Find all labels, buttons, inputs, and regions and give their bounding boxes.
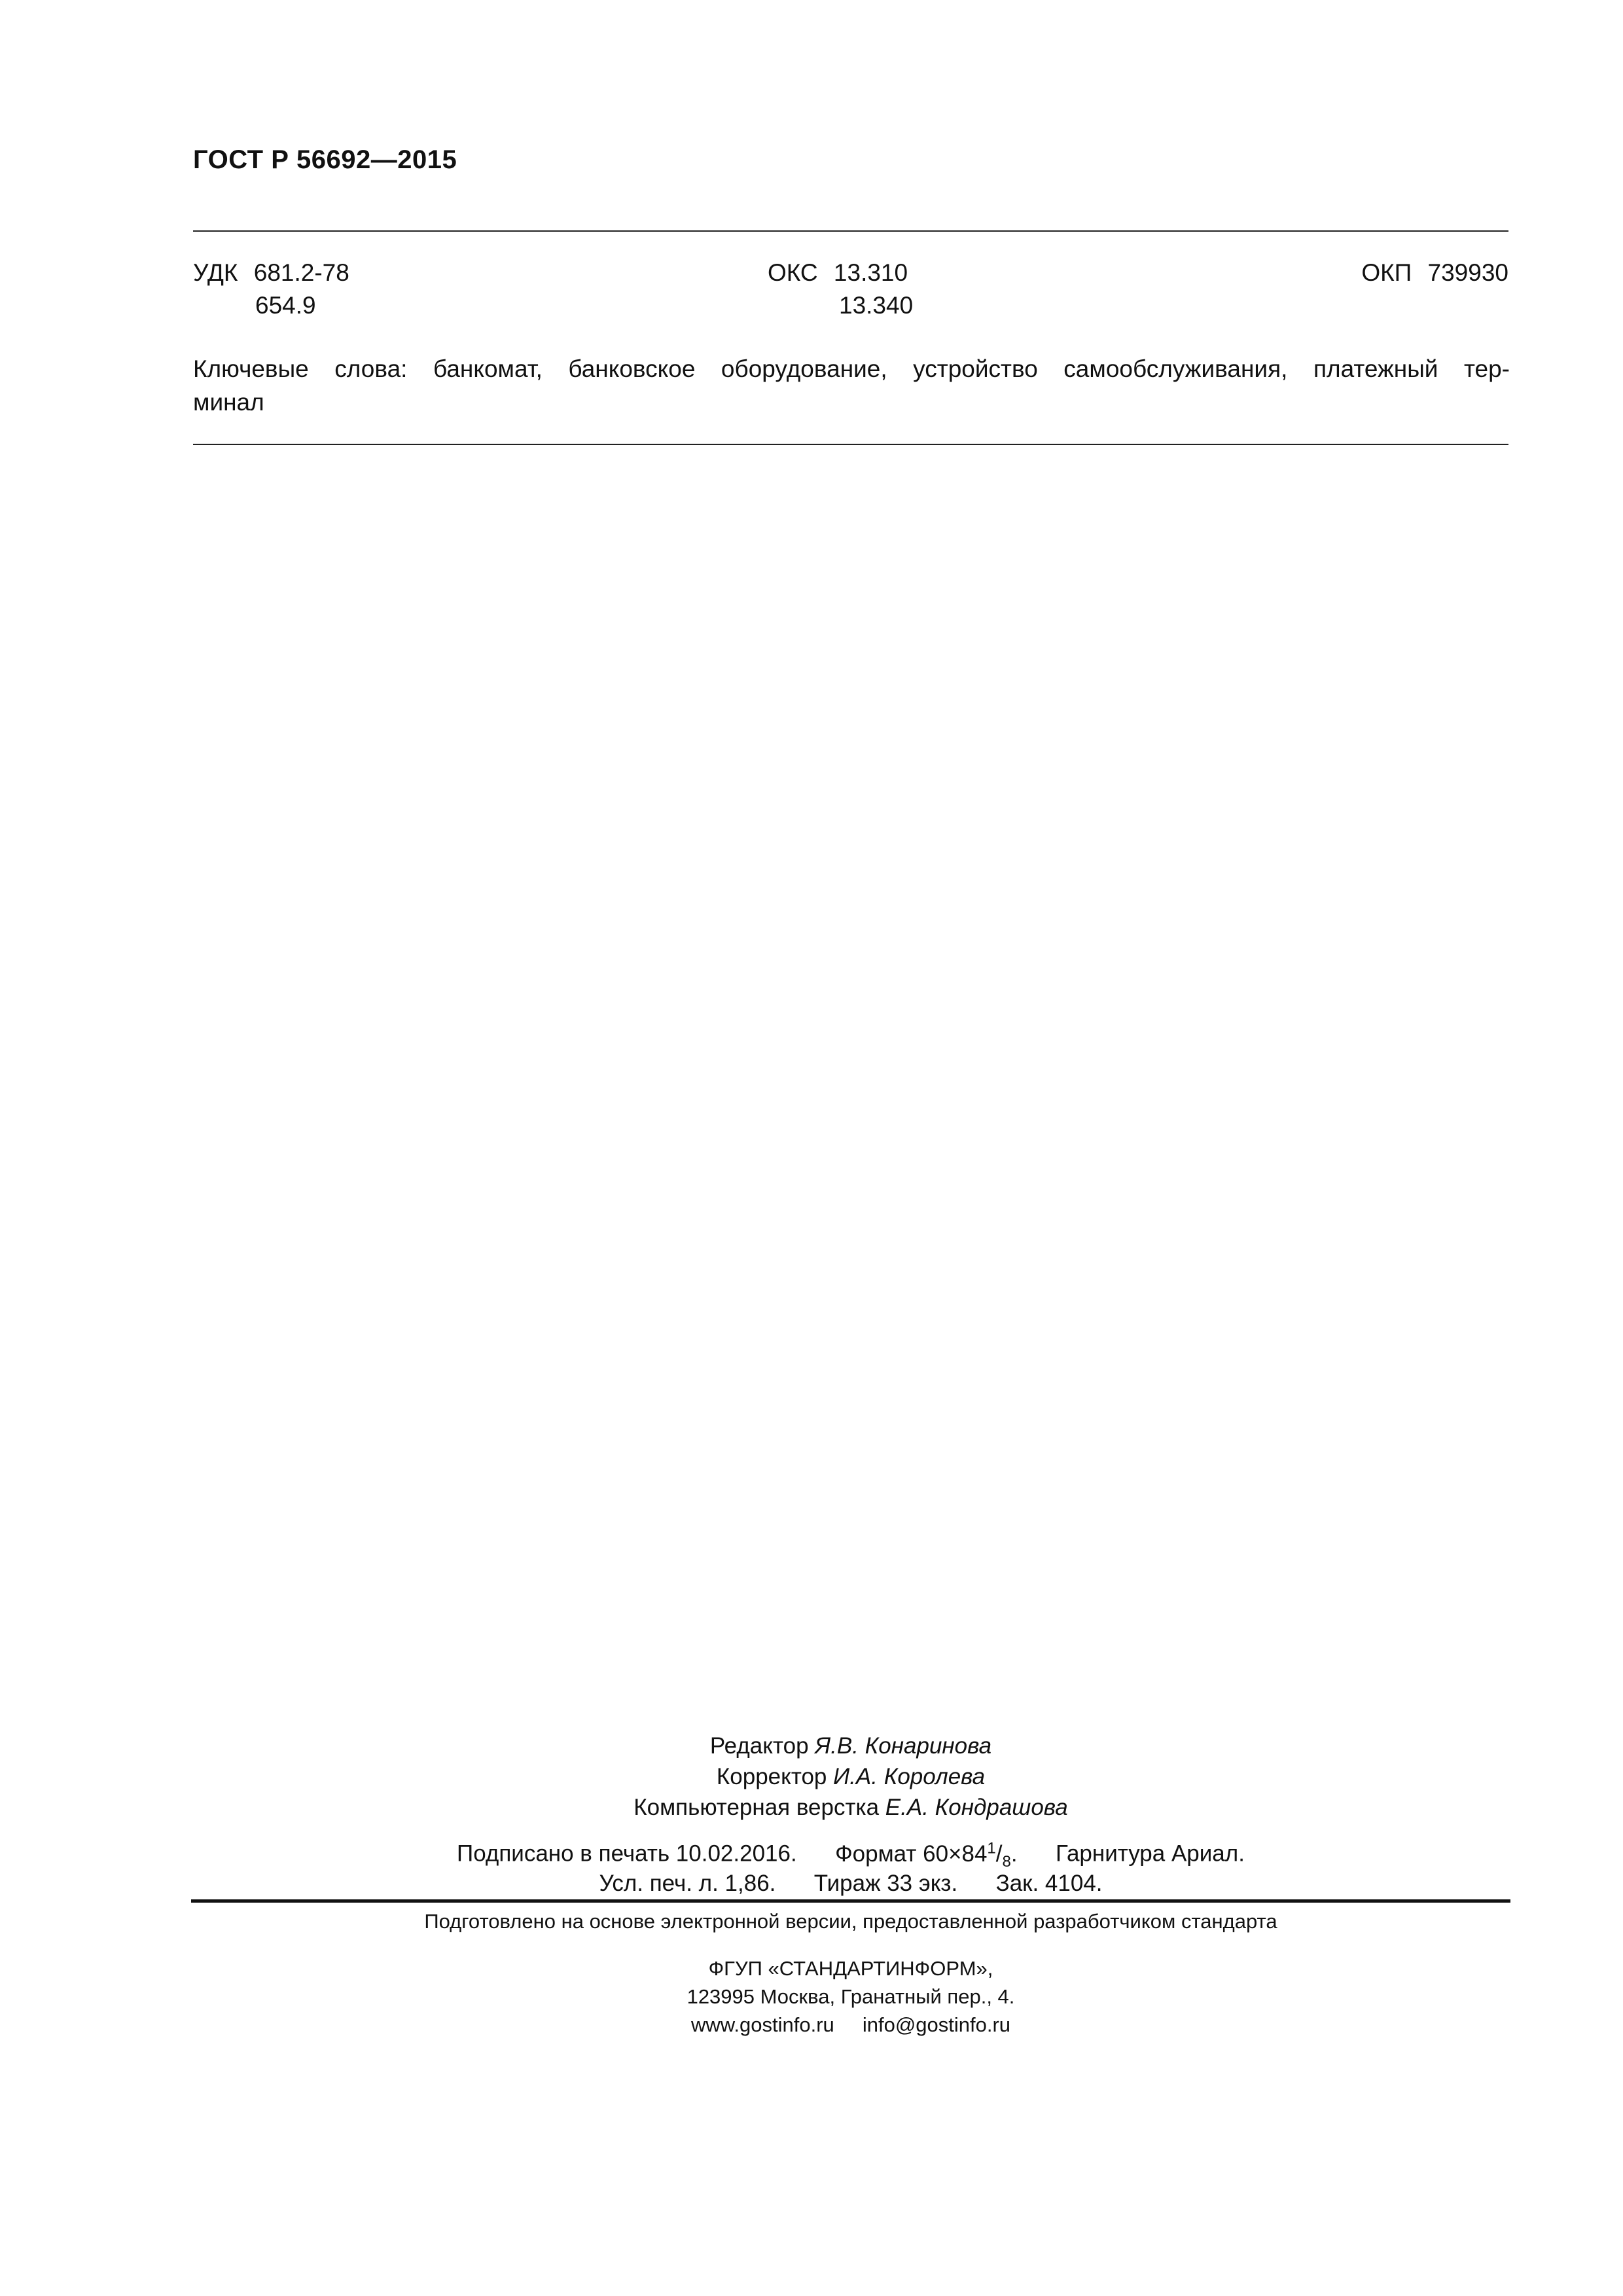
editor-name: Я.В. Конаринова xyxy=(815,1733,992,1759)
oks-label: ОКС xyxy=(768,259,818,286)
layout-line xyxy=(0,1795,1623,1821)
oks-value-1: 13.310 xyxy=(833,259,908,286)
document-number: ГОСТ Р 56692—2015 xyxy=(193,145,457,174)
oks-value-2: 13.340 xyxy=(839,292,914,319)
publisher-name: ФГУП «СТАНДАРТИНФОРМ», xyxy=(708,1957,993,1980)
publisher-address: 123995 Москва, Гранатный пер., 4. xyxy=(687,1985,1015,2008)
corrector-name: И.А. Королева xyxy=(833,1764,986,1789)
layout-name: Е.А. Кондрашова xyxy=(885,1795,1068,1820)
layout-label: Компьютерная верстка xyxy=(633,1795,880,1820)
udk-label: УДК xyxy=(193,259,238,286)
udk-value-1: 681.2-78 xyxy=(253,259,349,286)
udk-block xyxy=(193,257,349,322)
prepared-note: Подготовлено на основе электронной версии, предоставленной разработчиком стандарта xyxy=(424,1910,1277,1933)
editor-label: Редактор xyxy=(709,1733,809,1759)
print-run-line xyxy=(0,1871,1623,1897)
imprint-rule xyxy=(191,1899,1510,1903)
website-link[interactable]: www.gostinfo.ru xyxy=(690,2013,834,2036)
email-link[interactable]: info@gostinfo.ru xyxy=(862,2013,1011,2036)
keywords-paragraph xyxy=(193,352,1510,419)
top-rule xyxy=(193,230,1508,232)
keywords-rule xyxy=(193,444,1508,445)
typeface: Гарнитура Ариал. xyxy=(1055,1840,1245,1867)
publisher-footer xyxy=(0,1910,1623,2106)
okp-block xyxy=(1361,257,1508,289)
corrector-line xyxy=(0,1764,1623,1790)
order-number: Зак. 4104. xyxy=(995,1871,1103,1896)
print-run: Тираж 33 экз. xyxy=(813,1871,958,1896)
okp-label: ОКП xyxy=(1361,259,1412,286)
keywords-line-2: минал xyxy=(193,389,264,416)
signed-date: Подписано в печать 10.02.2016. xyxy=(457,1840,797,1867)
paper-format: Формат $60\times 84^1/_8$. xyxy=(835,1839,1018,1871)
okp-value: 739930 xyxy=(1427,259,1508,286)
publisher-contacts xyxy=(0,2013,1623,2037)
print-details-line xyxy=(0,1839,1623,1871)
corrector-label: Корректор xyxy=(716,1764,827,1789)
printed-sheets: Усл. печ. л. 1,86. xyxy=(599,1871,776,1896)
oks-block xyxy=(768,257,913,322)
keywords-line-1: Ключевые слова: банкомат, банковское оборудование, устройство самообслуживания, платежный тер- xyxy=(193,355,1510,382)
udk-value-2: 654.9 xyxy=(255,292,316,319)
editor-line xyxy=(0,1733,1623,1759)
